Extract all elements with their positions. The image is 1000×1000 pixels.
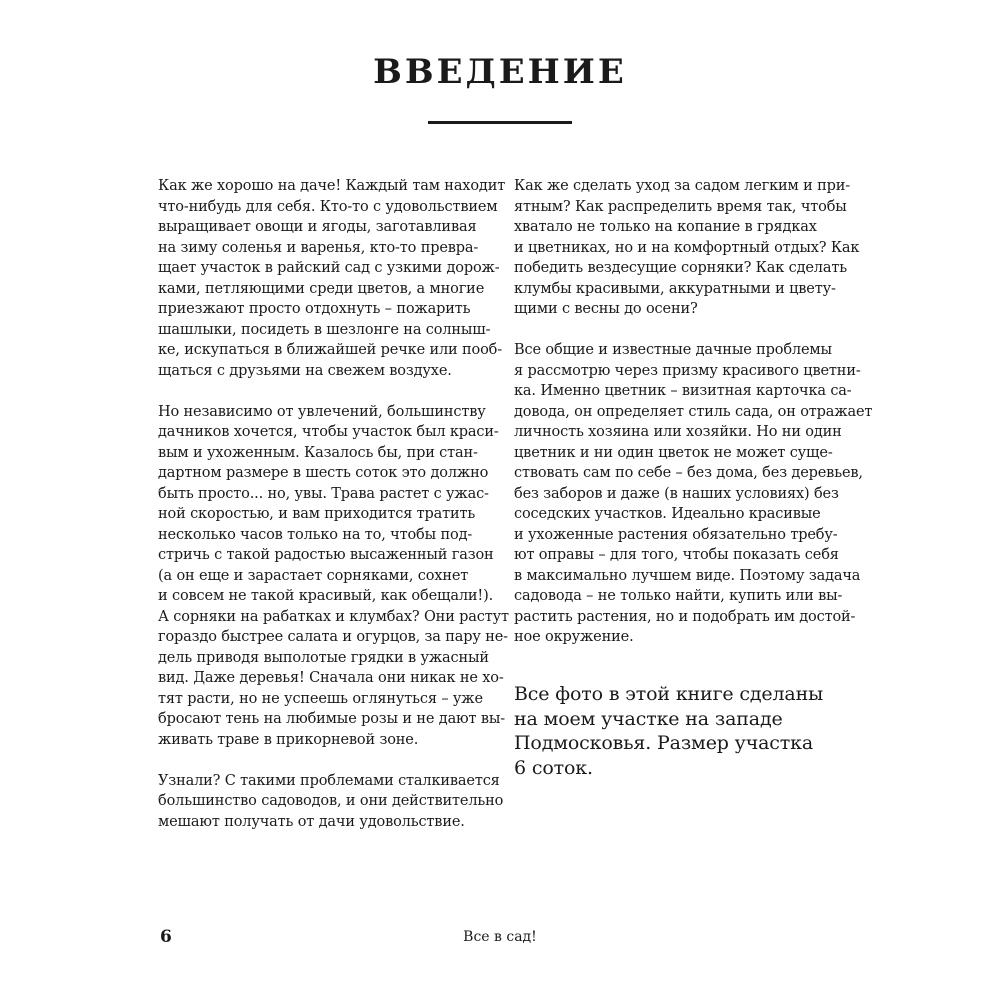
highlight-line: Все фото в этой книге сделаны [514,683,824,705]
text-line: живать траве в прикорневой зоне. [158,731,419,748]
text-line: выращивает овощи и ягоды, заготавливая [158,219,477,235]
text-line: вым и ухоженным. Казалось бы, при стан- [158,444,478,461]
text-line: ют оправы – для того, чтобы показать себя [514,547,839,563]
text-line: дель приводя выполотые грядки в ужасный [158,649,489,666]
text-line: и ухоженные растения обязательно требу- [514,526,838,543]
text-line: и совсем не такой красивый, как обещали!). [158,588,494,604]
paragraph-gap [158,750,493,771]
text-line: без заборов и даже (в наших условиях) без [514,485,839,502]
text-line: вид. Даже деревья! Сначала они никак не хо- [158,670,504,686]
paragraph-gap [514,648,849,669]
text-line: дартном размере в шесть соток это должно [158,465,489,481]
text-line: щаться с друзьями на свежем воздухе. [158,362,452,379]
text-line: и цветниках, но и на комфортный отдых? Как [514,239,860,256]
page-number: 6 [160,927,172,947]
text-line: щими с весны до осени? [514,301,698,317]
text-line: садовода – не только найти, купить или вы- [514,588,843,604]
text-line: стричь с такой радостью высаженный газон [158,547,494,563]
text-line: ной скоростью, и вам приходится тратить [158,506,476,522]
text-line: Но независимо от увлечений, большинству [158,403,486,420]
text-line: гораздо быстрее салата и огурцов, за пару не- [158,629,508,645]
text-line: на зиму соленья и варенья, кто-то превра- [158,239,479,256]
paragraph [514,340,873,648]
text-line: приезжают просто отдохнуть – пожарить [158,301,471,317]
paragraph-gap [158,381,493,402]
paragraph [158,402,509,751]
highlight-line: на моем участке на западе [514,707,783,730]
text-line: растить растения, но и подобрать им достой- [514,608,856,625]
text-line: тят расти, но не успеешь оглянуться – уже [158,690,483,707]
paragraph-gap [514,320,849,341]
chapter-title: ВВЕДЕНИЕ [373,52,627,92]
text-line: бросают тень на любимые розы и не дают вы- [158,711,506,727]
text-line: я рассмотрю через призму красивого цветни- [514,362,861,379]
right-column [514,176,873,780]
text-line: хватало не только на копание в грядках [514,219,817,235]
text-line: большинство садоводов, и они действительно [158,793,504,809]
highlight-line: Подмосковья. Размер участка [514,732,814,754]
paragraph [514,176,860,320]
text-line: клумбы красивыми, аккуратными и цвету- [514,280,836,297]
text-line: победить вездесущие сорняки? Как сделать [514,260,847,276]
text-line: Все общие и известные дачные проблемы [514,342,832,358]
text-line: ное окружение. [514,629,634,645]
text-line: Как же хорошо на даче! Каждый там находит [158,178,506,194]
paragraph [158,771,504,833]
text-line: ятным? Как распределить время так, чтобы [514,198,847,215]
text-line: цветник и ни один цветок не может суще- [514,444,833,461]
text-line: Как же сделать уход за садом легким и при- [514,178,851,194]
text-line: шашлыки, посидеть в шезлонге на солныш- [158,321,491,338]
text-line: (а он еще и зарастает сорняками, сохнет [158,567,469,584]
text-line: в максимально лучшем виде. Поэтому задача [514,567,861,584]
text-line: быть просто... но, увы. Трава растет с ужас- [158,485,489,502]
paragraph [158,176,506,381]
text-line: Узнали? С такими проблемами сталкивается [158,772,500,789]
running-title: Все в сад! [463,929,537,945]
text-line: дачников хочется, чтобы участок был краси- [158,424,499,440]
highlight-note [514,682,849,780]
text-line: ке, искупаться в ближайшей речке или пооб- [158,342,503,358]
left-column [158,176,509,832]
text-line: ствовать сам по себе – без дома, без деревьев, [514,465,863,481]
text-line: мешают получать от дачи удовольствие. [158,813,465,830]
text-line: ка. Именно цветник – визитная карточка са- [514,383,852,399]
text-line: довода, он определяет стиль сада, он отражает [514,403,873,420]
highlight-line: 6 соток. [514,756,593,779]
text-line: что-нибудь для себя. Кто-то с удовольствием [158,198,498,215]
text-line: несколько часов только на то, чтобы под- [158,526,473,543]
text-line: личность хозяина или хозяйки. Но ни один [514,424,842,440]
text-line: ками, петляющими среди цветов, а многие [158,280,485,297]
text-line: А сорняки на рабатках и клумбах? Они растут [158,608,509,625]
text-line: щает участок в райский сад с узкими дорож- [158,260,500,276]
text-line: соседских участков. Идеально красивые [514,506,821,522]
title-rule [428,121,572,124]
